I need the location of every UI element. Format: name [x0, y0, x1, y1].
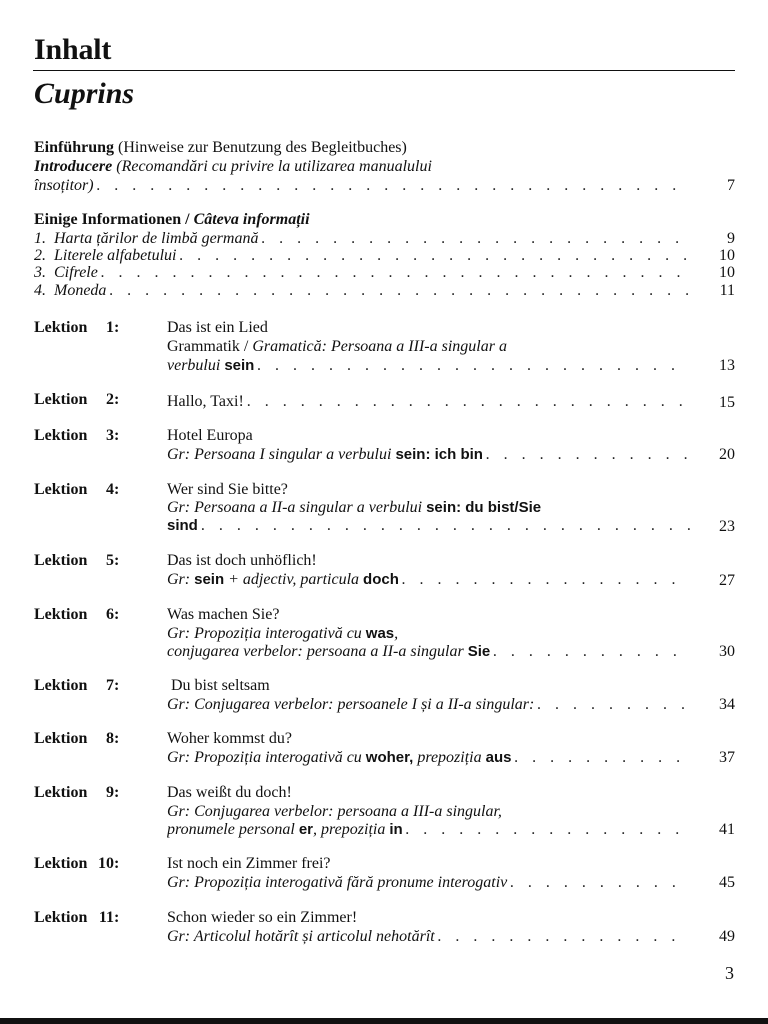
lesson-label: Lektion 10:: [34, 855, 120, 872]
lesson-grammar-cont: pronumele personal er, prepoziția in . . .: [167, 820, 690, 839]
lesson-grammar-cont: verbului sein . . .: [167, 356, 690, 375]
lesson-page-number: 37: [719, 749, 735, 766]
lesson-label: Lektion 8:: [34, 730, 120, 747]
lesson-grammar: Gr: Propoziția interogativă cu was,: [167, 625, 399, 642]
intro-romanian-line2: însoțitor) . . .: [34, 176, 690, 195]
intro-page-number: 7: [727, 177, 735, 194]
info-item-page: 9: [727, 230, 735, 247]
lesson-page-number: 45: [719, 874, 735, 891]
lesson-title: Woher kommst du?: [167, 730, 292, 747]
lesson-label: Lektion 9:: [34, 784, 120, 801]
lesson-label: Lektion 5:: [34, 552, 120, 569]
lesson-title: Das ist ein Lied: [167, 319, 268, 336]
lesson-page-number: 13: [719, 357, 735, 374]
lesson-title: Was machen Sie?: [167, 606, 280, 623]
info-item: 3. Cifrele . . .: [34, 263, 690, 282]
lesson-label: Lektion 2:: [34, 391, 120, 408]
title-romanian: Cuprins: [34, 77, 135, 110]
lesson-title: Ist noch ein Zimmer frei?: [167, 855, 331, 872]
intro-romanian-bold: Introducere: [34, 158, 113, 175]
lesson-page-number: 23: [719, 518, 735, 535]
page-folio-number: 3: [725, 963, 734, 983]
lesson-title: Hotel Europa: [167, 427, 253, 444]
lesson-label: Lektion 7:: [34, 677, 120, 694]
info-item-page: 10: [719, 264, 735, 281]
lesson-grammar: Gr: Propoziția interogativă fără pronume interogativ . . .: [167, 873, 690, 892]
info-heading: Einige Informationen / Câteva informații: [34, 211, 310, 228]
info-item: 2. Literele alfabetului . . .: [34, 246, 690, 265]
lesson-grammar-cont: sind . . .: [167, 516, 690, 535]
lesson-page-number: 34: [719, 696, 735, 713]
lesson-label: Lektion 3:: [34, 427, 120, 444]
title-divider: [33, 70, 735, 71]
lesson-title: Wer sind Sie bitte?: [167, 481, 288, 498]
lesson-grammar: Grammatik / Gramatică: Persoana a III-a singular a: [167, 338, 507, 355]
scan-bottom-edge: [0, 1018, 768, 1024]
intro-german-rest: (Hinweise zur Benutzung des Begleitbuches): [114, 139, 407, 156]
info-item-page: 10: [719, 247, 735, 264]
intro-german-line: [34, 138, 407, 157]
lesson-label: Lektion 1:: [34, 319, 120, 336]
lesson-page-number: 30: [719, 643, 735, 660]
lesson-title: Du bist seltsam: [171, 677, 270, 694]
lesson-page-number: 15: [719, 394, 735, 411]
lesson-label: Lektion 6:: [34, 606, 120, 623]
lesson-grammar: Gr: Articolul hotărît și articolul nehotărît . . .: [167, 927, 690, 946]
lesson-label: Lektion 11:: [34, 909, 120, 926]
title-german: Inhalt: [34, 33, 112, 66]
lesson-title: Das weißt du doch!: [167, 784, 292, 801]
lesson-page-number: 20: [719, 446, 735, 463]
lesson-page-number: 49: [719, 928, 735, 945]
leader-dots: [97, 176, 690, 195]
lesson-grammar: Gr: Conjugarea verbelor: persoanele I și a II-a singular: . . .: [167, 695, 690, 714]
lesson-grammar: Gr: Conjugarea verbelor: persoana a III-a singular,: [167, 803, 502, 820]
lesson-title: Schon wieder so ein Zimmer!: [167, 909, 358, 926]
lesson-page-number: 27: [719, 572, 735, 589]
lesson-grammar: Gr: Propoziția interogativă cu woher, prepoziția aus . . .: [167, 748, 690, 767]
lesson-grammar: Gr: Persoana I singular a verbului sein: ich bin . . .: [167, 445, 690, 464]
info-item: 1. Harta țărilor de limbă germană . . .: [34, 229, 690, 248]
info-item: 4. Moneda . . .: [34, 281, 690, 300]
info-item-page: 11: [719, 282, 735, 299]
lesson-grammar: Gr: sein + adjectiv, particula doch . . .: [167, 570, 690, 589]
lesson-grammar: Gr: Persoana a II-a singular a verbului sein: du bist/Sie: [167, 499, 542, 516]
lesson-title: Das ist doch unhöflich!: [167, 552, 317, 569]
lesson-title: Hallo, Taxi! . . .: [167, 392, 690, 411]
lesson-grammar-cont: conjugarea verbelor: persoana a II-a singular Sie . . .: [167, 642, 690, 661]
intro-romanian-rest: (Recomandări cu privire la utilizarea manualului: [112, 158, 432, 175]
intro-romanian-line: [34, 157, 432, 176]
lesson-label: Lektion 4:: [34, 481, 120, 498]
lesson-page-number: 41: [719, 821, 735, 838]
intro-german-bold: Einführung: [34, 139, 115, 156]
